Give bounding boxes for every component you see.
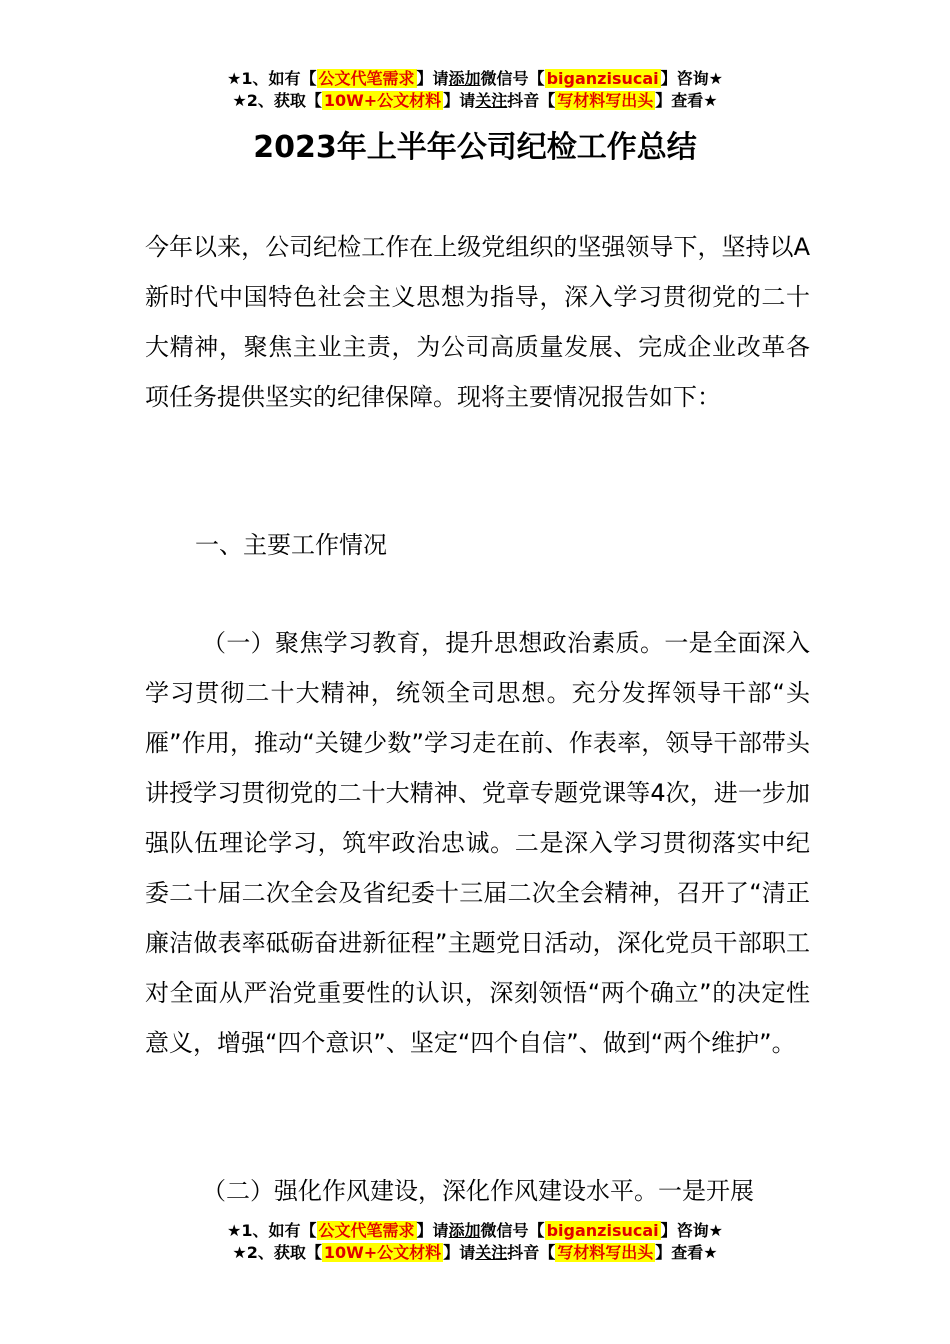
promo-highlight: 10W+公文材料 <box>323 91 442 110</box>
document-title: 2023年上半年公司纪检工作总结 <box>253 130 697 165</box>
promo-banner-top <box>0 68 950 112</box>
promo-highlight: biganzisucai <box>546 69 659 88</box>
promo-text: ★1、如有【 <box>227 69 317 88</box>
promo-highlight: 写材料写出头 <box>557 91 654 110</box>
promo-text: 】咨询★ <box>660 69 723 88</box>
promo-underlined: 添加 <box>448 69 481 88</box>
paragraph-text: （一）聚焦学习教育，提升思想政治素质。一是全面深入学习贯彻二十大精神，统领全司思想。充分发挥领导干部“头雁”作用，推动“关键少数”学习走在前、作表率，领导干部带头讲授学习贯彻党的二十大精神、党章专题党课等4次，进一步加强队伍理论学习，筑牢政治忠诚。二是深入学习贯彻落实中纪委二十届二次全会及省纪委十三届二次全会精神，召开了“清正廉洁做表率砥砺奋进新征程”主题党日活动，深化党员干部职工对全面从严治党重要性的认识，深刻领悟“两个确立”的决定性意义，增强“四个意识”、坚定“四个自信”、做到“两个维护”。 <box>145 629 810 1057</box>
promo-text: 微信号【 <box>480 1221 545 1240</box>
promo-text: 】咨询★ <box>660 1221 723 1240</box>
intro-paragraph <box>145 222 810 422</box>
promo-underlined: 关注 <box>475 91 508 110</box>
promo-highlight: 公文代笔需求 <box>318 69 415 88</box>
promo-underlined: 添加 <box>448 1221 481 1240</box>
paragraph-text: （二）强化作风建设，深化作风建设水平。一是开展 <box>202 1177 754 1205</box>
promo-text: 抖音【 <box>507 1243 556 1262</box>
promo-text: ★2、获取【 <box>232 1243 322 1262</box>
promo-text: 】请 <box>443 91 476 110</box>
promo-text: 微信号【 <box>480 69 545 88</box>
promo-text: 】查看★ <box>655 91 718 110</box>
promo-text: ★2、获取【 <box>232 91 322 110</box>
promo-text: 】请 <box>416 69 449 88</box>
promo-highlight: 公文代笔需求 <box>318 1221 415 1240</box>
promo-text: 】查看★ <box>655 1243 718 1262</box>
promo-line-2 <box>0 90 950 112</box>
promo-highlight: biganzisucai <box>546 1221 659 1240</box>
promo-line-1 <box>0 68 950 90</box>
promo-text: 抖音【 <box>507 91 556 110</box>
promo-line-1 <box>0 1220 950 1242</box>
promo-text: 】请 <box>443 1243 476 1262</box>
promo-text: 】请 <box>416 1221 449 1240</box>
body-paragraph-2 <box>145 1166 810 1216</box>
intro-text: 今年以来，公司纪检工作在上级党组织的坚强领导下，坚持以A新时代中国特色社会主义思想为指导，深入学习贯彻党的二十大精神，聚焦主业主责，为公司高质量发展、完成企业改革各项任务提供坚实的纪律保障。现将主要情况报告如下： <box>145 233 810 411</box>
promo-highlight: 10W+公文材料 <box>323 1243 442 1262</box>
promo-text: ★1、如有【 <box>227 1221 317 1240</box>
promo-line-2 <box>0 1242 950 1264</box>
section-heading-text: 一、主要工作情况 <box>195 531 387 559</box>
promo-highlight: 写材料写出头 <box>557 1243 654 1262</box>
promo-banner-bottom <box>0 1220 950 1264</box>
body-paragraph-1 <box>145 618 810 1068</box>
promo-underlined: 关注 <box>475 1243 508 1262</box>
section-heading <box>195 520 860 570</box>
